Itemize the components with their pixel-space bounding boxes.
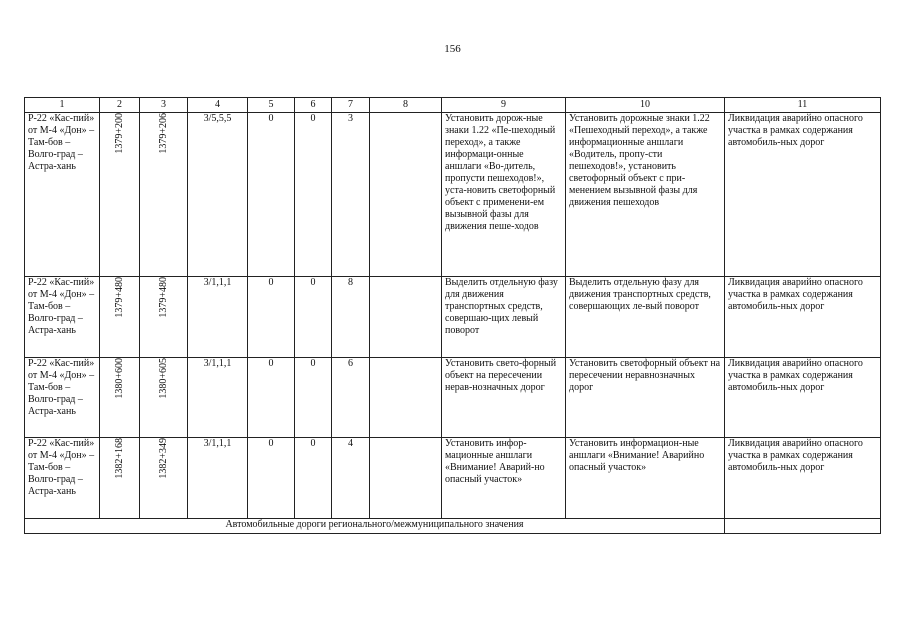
col11-cell: Ликвидация аварийно опасного участка в рамках содержания автомобиль-ных дорог bbox=[725, 277, 881, 358]
col9-cell: Установить дорож-ные знаки 1.22 «Пе-шеходный переход», а также информаци-онные аншлаги «Во-дитель, пропусти пешеходов!», уста-новить светофорный объект с применени-ем вызывной фазы для движения пеше-ходов bbox=[442, 113, 566, 277]
col10-cell: Установить светофорный объект на пересечении неравнозначных дорог bbox=[566, 358, 725, 438]
road-name-cell: Р-22 «Кас-пий» от М-4 «Дон» – Там-бов – Волго-град – Астра-хань bbox=[25, 358, 100, 438]
km-start-cell bbox=[100, 438, 140, 519]
col6-cell: 0 bbox=[295, 358, 332, 438]
col8-cell bbox=[370, 277, 442, 358]
section-empty-cell bbox=[725, 519, 881, 534]
col-header-8: 8 bbox=[370, 98, 442, 113]
col4-cell: 3/1,1,1 bbox=[188, 277, 248, 358]
col11-cell: Ликвидация аварийно опасного участка в рамках содержания автомобиль-ных дорог bbox=[725, 113, 881, 277]
col7-cell: 6 bbox=[332, 358, 370, 438]
road-name-cell: Р-22 «Кас-пий» от М-4 «Дон» – Там-бов – Волго-град – Астра-хань bbox=[25, 438, 100, 519]
col8-cell bbox=[370, 358, 442, 438]
table-row bbox=[25, 277, 881, 358]
col6-cell: 0 bbox=[295, 277, 332, 358]
col9-cell: Установить инфор-мационные аншлаги «Внимание! Аварий-но опасный участок» bbox=[442, 438, 566, 519]
col-header-9: 9 bbox=[442, 98, 566, 113]
col6-cell: 0 bbox=[295, 113, 332, 277]
col5-cell: 0 bbox=[248, 438, 295, 519]
col11-cell: Ликвидация аварийно опасного участка в рамках содержания автомобиль-ных дорог bbox=[725, 358, 881, 438]
km-end-cell bbox=[140, 113, 188, 277]
col7-cell: 3 bbox=[332, 113, 370, 277]
col4-cell: 3/5,5,5 bbox=[188, 113, 248, 277]
col-header-6: 6 bbox=[295, 98, 332, 113]
col9-cell: Установить свето-форный объект на пересечении нерав-нозначных дорог bbox=[442, 358, 566, 438]
col5-cell: 0 bbox=[248, 358, 295, 438]
col-header-1: 1 bbox=[25, 98, 100, 113]
km-end-cell bbox=[140, 277, 188, 358]
km-end-text: 1382+349 bbox=[157, 438, 169, 479]
col7-cell: 4 bbox=[332, 438, 370, 519]
col10-cell: Выделить отдельную фазу для движения транспортных средств, совершающих ле-вый поворот bbox=[566, 277, 725, 358]
km-end-text: 1380+605 bbox=[157, 358, 169, 399]
col5-cell: 0 bbox=[248, 113, 295, 277]
km-start-cell bbox=[100, 358, 140, 438]
km-end-text: 1379+480 bbox=[157, 277, 169, 318]
km-start-cell bbox=[100, 277, 140, 358]
km-end-text: 1379+206 bbox=[157, 113, 169, 154]
km-start-text: 1379+480 bbox=[113, 277, 125, 318]
col-header-4: 4 bbox=[188, 98, 248, 113]
col11-cell: Ликвидация аварийно опасного участка в рамках содержания автомобиль-ных дорог bbox=[725, 438, 881, 519]
road-name-cell: Р-22 «Кас-пий» от М-4 «Дон» – Там-бов – Волго-град – Астра-хань bbox=[25, 277, 100, 358]
col6-cell: 0 bbox=[295, 438, 332, 519]
col-header-5: 5 bbox=[248, 98, 295, 113]
section-row bbox=[25, 519, 881, 534]
table-row bbox=[25, 113, 881, 277]
header-row bbox=[25, 98, 881, 113]
section-title: Автомобильные дороги регионального/межмуниципального значения bbox=[25, 519, 725, 534]
col8-cell bbox=[370, 113, 442, 277]
table-row bbox=[25, 358, 881, 438]
road-name-cell: Р-22 «Кас-пий» от М-4 «Дон» – Там-бов – Волго-град – Астра-хань bbox=[25, 113, 100, 277]
km-start-cell bbox=[100, 113, 140, 277]
col-header-11: 11 bbox=[725, 98, 881, 113]
km-start-text: 1380+600 bbox=[113, 358, 125, 399]
table-row bbox=[25, 438, 881, 519]
col7-cell: 8 bbox=[332, 277, 370, 358]
col5-cell: 0 bbox=[248, 277, 295, 358]
col9-cell: Выделить отдельную фазу для движения транспортных средств, совершаю-щих левый поворот bbox=[442, 277, 566, 358]
km-end-cell bbox=[140, 358, 188, 438]
col8-cell bbox=[370, 438, 442, 519]
km-start-text: 1382+168 bbox=[113, 438, 125, 479]
col4-cell: 3/1,1,1 bbox=[188, 438, 248, 519]
col-header-2: 2 bbox=[100, 98, 140, 113]
col-header-10: 10 bbox=[566, 98, 725, 113]
page-number: 156 bbox=[444, 43, 461, 55]
measures-table bbox=[24, 97, 881, 534]
col10-cell: Установить информацион-ные аншлаги «Внимание! Аварийно опасный участок» bbox=[566, 438, 725, 519]
col10-cell: Установить дорожные знаки 1.22 «Пешеходный переход», а также информационные аншлаги «Водитель, пропу-сти пешеходов!», установить светофорный объект с при-менением вызывной фазы для движения пешеходов bbox=[566, 113, 725, 277]
km-start-text: 1379+200 bbox=[113, 113, 125, 154]
col-header-3: 3 bbox=[140, 98, 188, 113]
col4-cell: 3/1,1,1 bbox=[188, 358, 248, 438]
col-header-7: 7 bbox=[332, 98, 370, 113]
km-end-cell bbox=[140, 438, 188, 519]
